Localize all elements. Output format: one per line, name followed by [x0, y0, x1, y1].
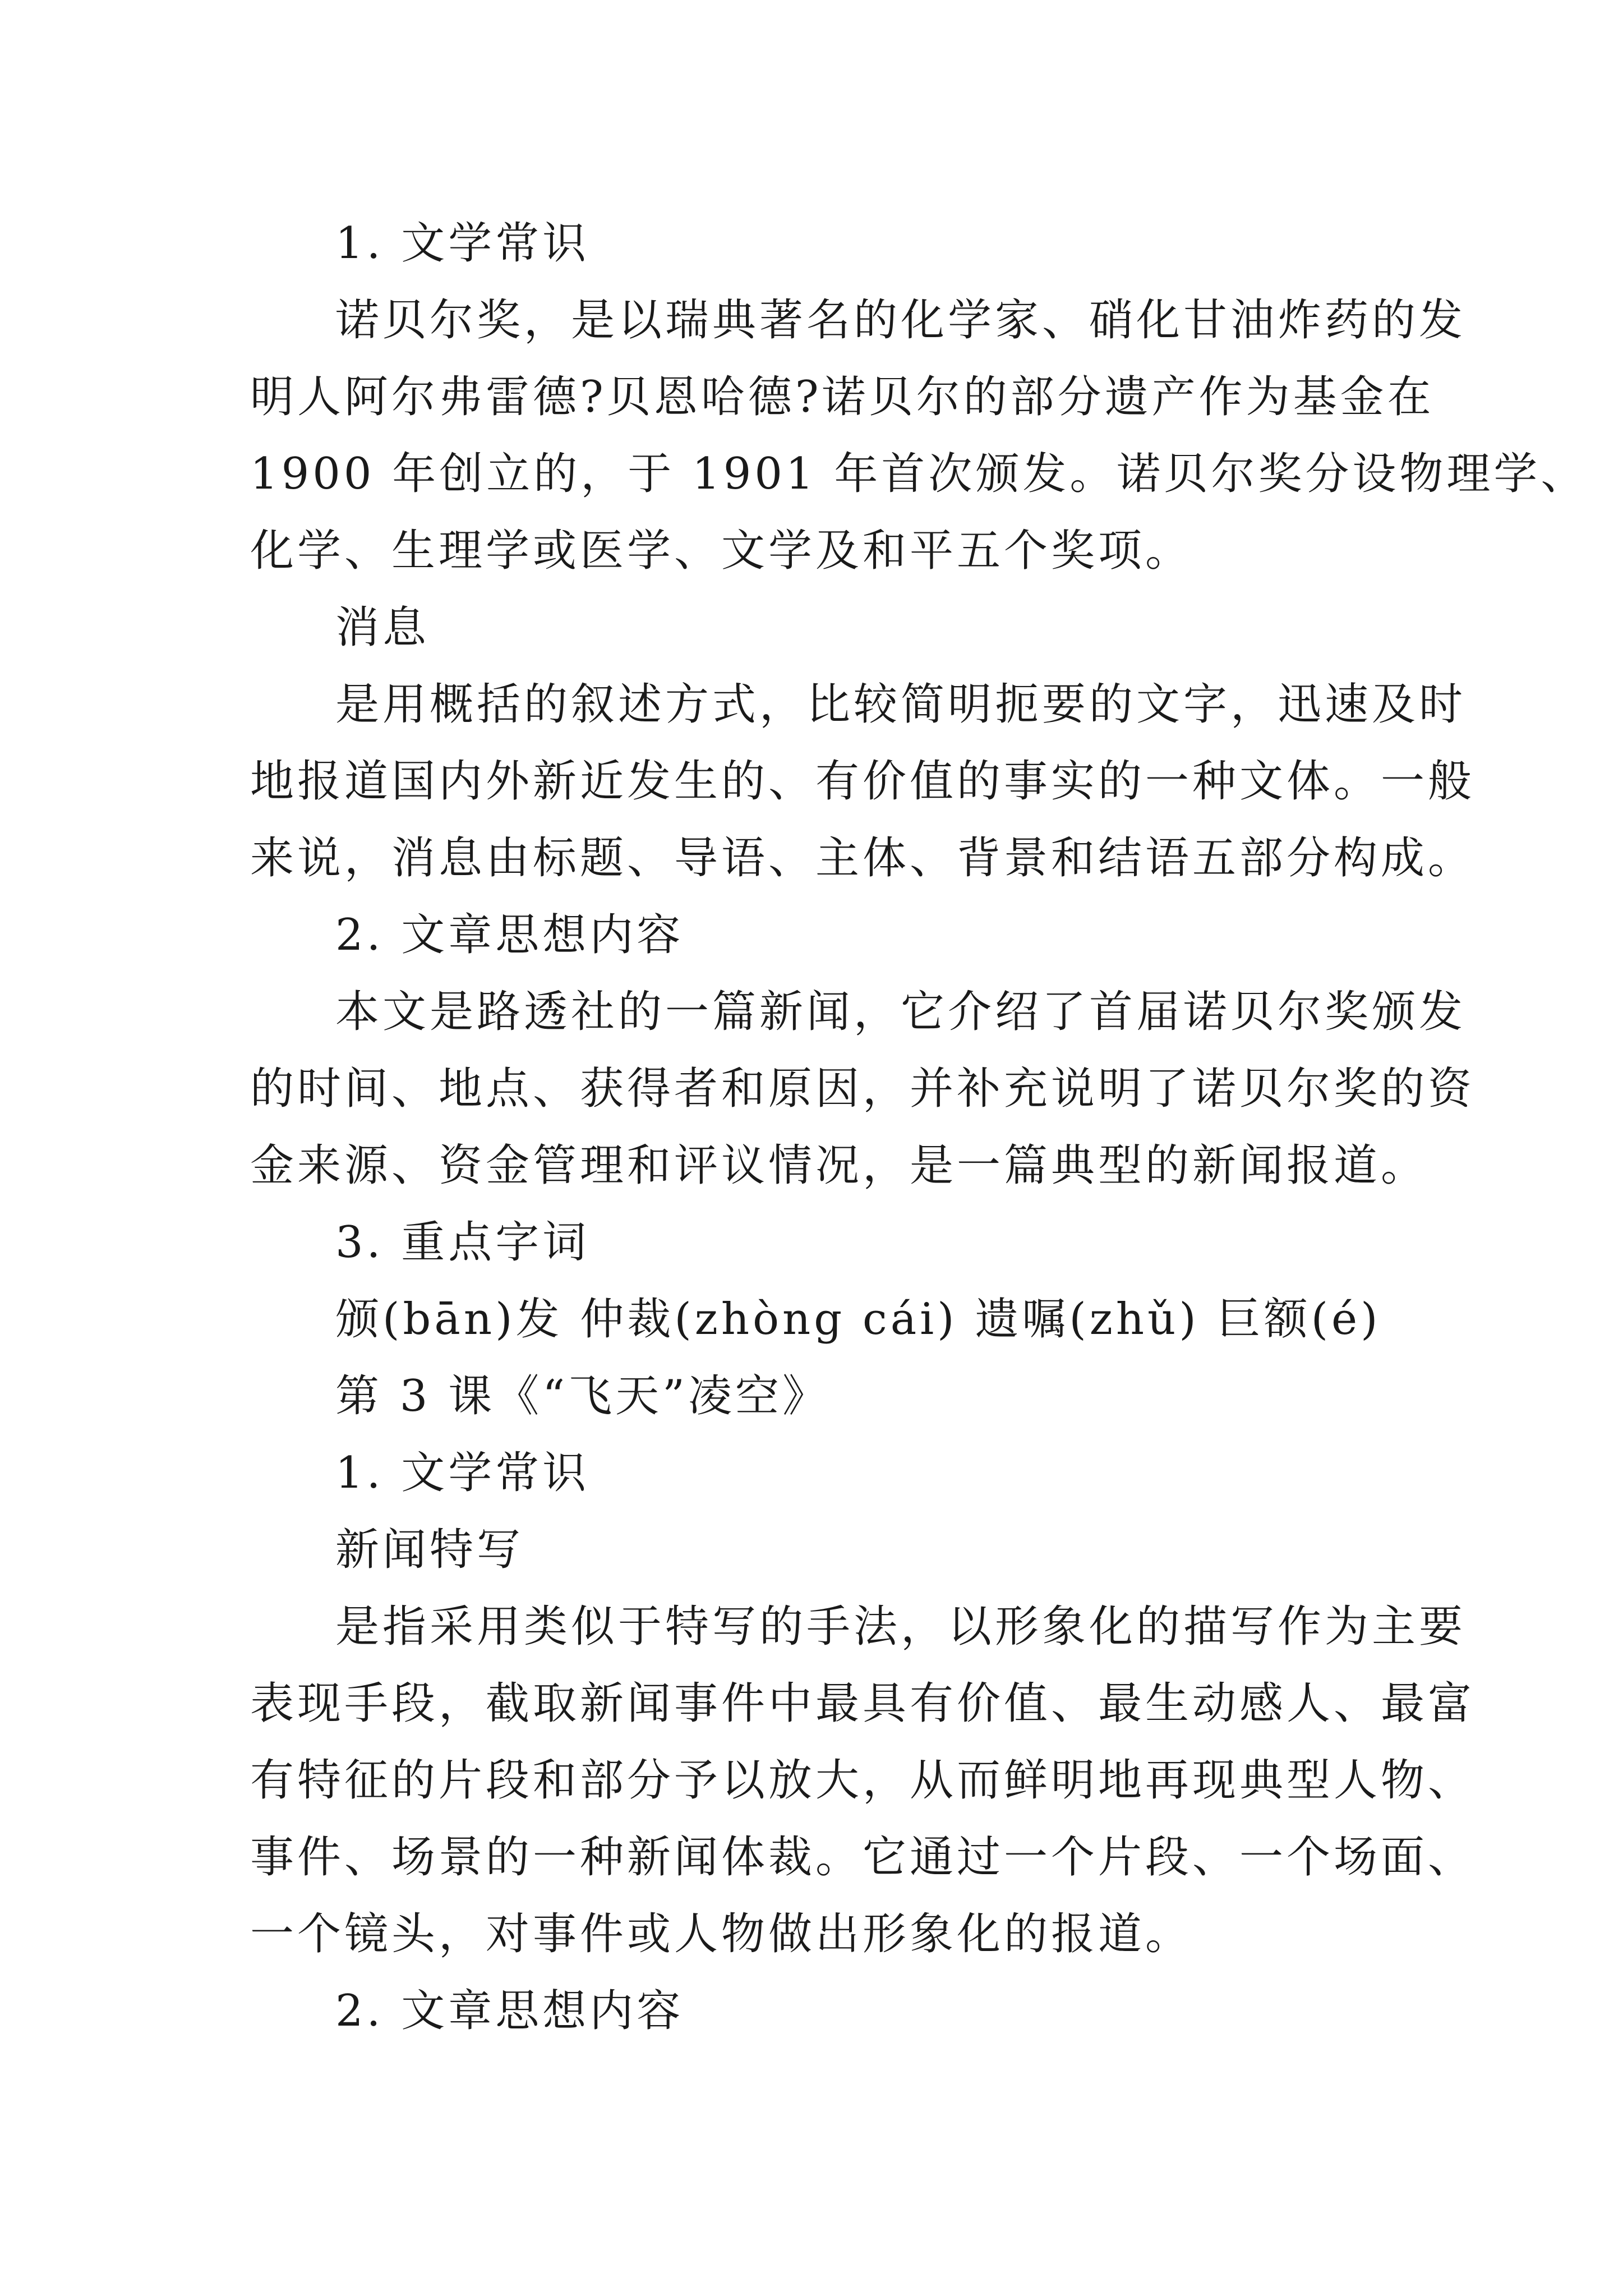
- paragraph-line: 金来源、资金管理和评议情况，是一篇典型的新闻报道。: [250, 1140, 1428, 1191]
- paragraph-line: 来说，消息由标题、导语、主体、背景和结语五部分构成。: [250, 833, 1476, 884]
- document-body: [250, 205, 1588, 2050]
- section-heading: 1. 文学常识: [335, 1448, 590, 1498]
- lesson-title: 第 3 课《“飞天”凌空》: [335, 1371, 829, 1421]
- paragraph-line: 明人阿尔弗雷德?贝恩哈德?诺贝尔的部分遗产作为基金在: [250, 372, 1435, 422]
- paragraph-line: 的时间、地点、获得者和原因，并补充说明了诺贝尔奖的资: [250, 1064, 1476, 1114]
- section-heading: 2. 文章思想内容: [335, 1986, 684, 2036]
- section-heading: 2. 文章思想内容: [335, 910, 684, 960]
- paragraph-line: 化学、生理学或医学、文学及和平五个奖项。: [250, 526, 1193, 576]
- paragraph-line: 表现手段，截取新闻事件中最具有价值、最生动感人、最富: [250, 1678, 1476, 1729]
- subheading: 消息: [335, 602, 430, 653]
- paragraph-line: 地报道国内外新近发生的、有价值的事实的一种文体。一般: [250, 756, 1476, 807]
- section-heading: 1. 文学常识: [335, 218, 590, 269]
- section-heading: 3. 重点字词: [335, 1217, 590, 1268]
- paragraph-line: 有特征的片段和部分予以放大，从而鲜明地再现典型人物、: [250, 1755, 1476, 1806]
- paragraph-line: 是用概括的叙述方式，比较简明扼要的文字，迅速及时: [335, 679, 1467, 730]
- paragraph-line: 1900 年创立的，于 1901 年首次颁发。诺贝尔奖分设物理学、: [250, 449, 1588, 499]
- paragraph-line: 本文是路透社的一篇新闻，它介绍了首届诺贝尔奖颁发: [335, 987, 1467, 1037]
- vocabulary-line: 颁(bān)发 仲裁(zhòng cái) 遗嘱(zhǔ) 巨额(é): [335, 1294, 1381, 1345]
- paragraph-line: 诺贝尔奖，是以瑞典著名的化学家、硝化甘油炸药的发: [335, 295, 1467, 346]
- paragraph-line: 事件、场景的一种新闻体裁。它通过一个片段、一个场面、: [250, 1832, 1476, 1883]
- subheading: 新闻特写: [335, 1525, 524, 1575]
- paragraph-line: 是指采用类似于特写的手法，以形象化的描写作为主要: [335, 1602, 1467, 1652]
- paragraph-line: 一个镜头，对事件或人物做出形象化的报道。: [250, 1909, 1193, 1959]
